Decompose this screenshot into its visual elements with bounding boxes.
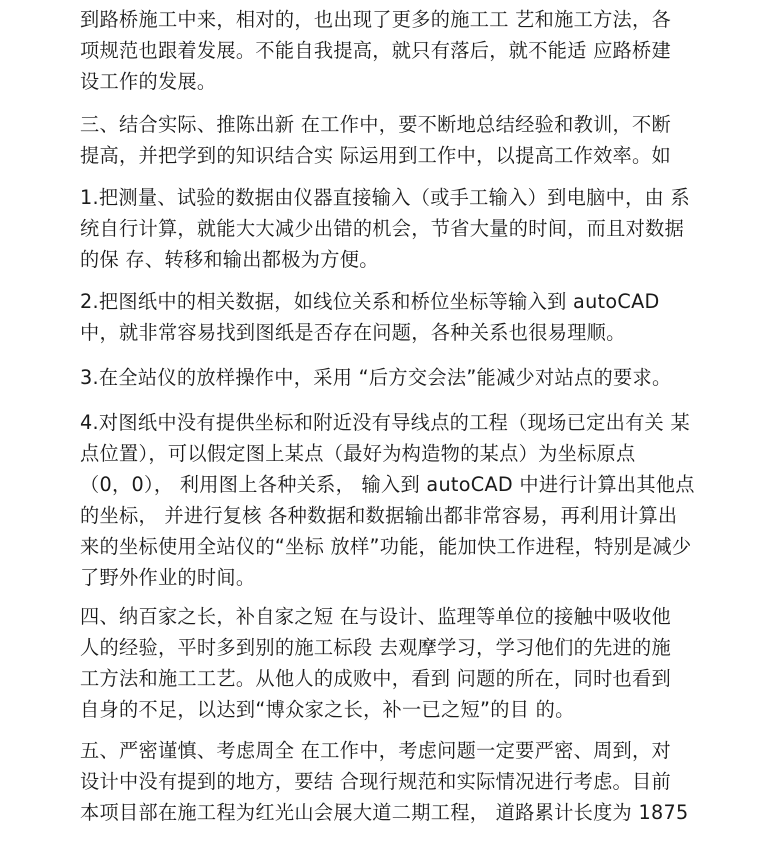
text-line: 自身的不足，以达到“博众家之长，补一已之短”的目 的。 [80,698,575,721]
text-line: 五、严密谨慎、考虑周全 在工作中，考虑问题一定要严密、周到，对 [80,739,672,762]
text-line: 到路桥施工中来，相对的，也出现了更多的施工工 艺和施工方法，各 [80,8,672,31]
paragraph-construction-methods [80,4,671,97]
text-line: 提高，并把学到的知识结合实 际运用到工作中，以提高工作效率。如 [80,144,672,167]
text-line: 的坐标， 并进行复核 各种数据和数据输出都非常容易，再利用计算出 [80,504,678,527]
paragraph-item-1 [80,182,690,275]
paragraph-item-4 [80,407,695,593]
text-line: 人的经验，平时多到别的施工标段 去观摩学习，学习他们的先进的施 [80,636,672,659]
text-line: 来的坐标使用全站仪的“坐标 放样”功能，能加快工作进程，特别是减少 [80,535,692,558]
text-line: 四、纳百家之长，补自家之短 在与设计、监理等单位的接触中吸收他 [80,605,672,628]
text-line: 设工作的发展。 [80,70,217,93]
text-line: 4.对图纸中没有提供坐标和附近没有导线点的工程（现场已定出有关 某 [80,411,690,434]
text-line: 工方法和施工工艺。从他人的成败中，看到 问题的所在，同时也看到 [80,667,672,690]
text-line: 项规范也跟着发展。不能自我提高，就只有落后，就不能适 应路桥建 [80,39,672,62]
text-line: 点位置），可以假定图上某点（最好为构造物的某点）为坐标原点 [80,442,636,465]
paragraph-item-3 [80,362,671,393]
paragraph-item-2 [80,286,660,348]
text-line: 设计中没有提到的地方，要结 合现行规范和实际情况进行考虑。目前 [80,770,672,793]
text-line: 2.把图纸中的相关数据，如线位关系和桥位坐标等输入到 autoCAD [80,290,660,313]
text-line: 1.把测量、试验的数据由仪器直接输入（或手工输入）到电脑中，由 系 [80,186,690,209]
text-line: 统自行计算，就能大大减少出错的机会，节省大量的时间，而且对数据 [80,217,685,240]
paragraph-section-three [80,109,671,171]
text-line: 的保 存、转移和输出都极为方便。 [80,248,379,271]
text-line: 三、结合实际、推陈出新 在工作中，要不断地总结经验和教训，不断 [80,113,672,136]
paragraph-section-four [80,601,671,725]
text-line: 中，就非常容易找到图纸是否存在问题，各种关系也很易理顺。 [80,321,626,344]
text-line: 3.在全站仪的放样操作中，采用 “后方交会法”能减少对站点的要求。 [80,366,672,389]
text-line: 本项目部在施工程为红光山会展大道二期工程， 道路累计长度为 1875 [80,801,689,824]
text-line: 了野外作业的时间。 [80,566,256,589]
paragraph-section-five [80,735,688,828]
text-line: （0，0）， 利用图上各种关系， 输入到 autoCAD 中进行计算出其他点 [80,473,695,496]
